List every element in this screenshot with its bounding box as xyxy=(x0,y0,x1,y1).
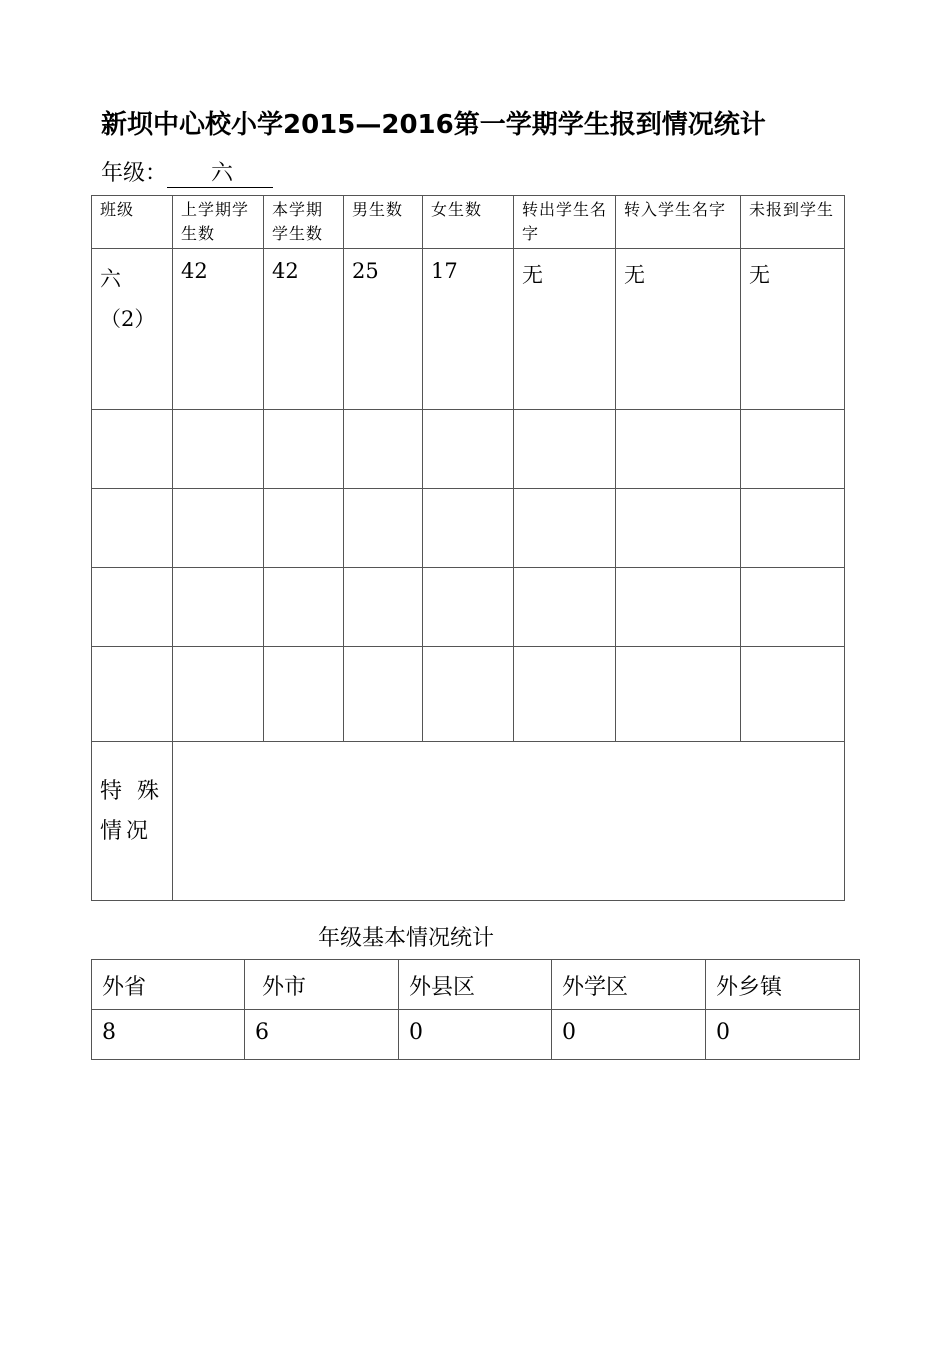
header-last-term: 上学期学生数 xyxy=(173,196,264,249)
header-transferred-out: 转出学生名字 xyxy=(514,196,616,249)
header-boys: 男生数 xyxy=(344,196,423,249)
stats-header-row xyxy=(92,960,860,1010)
stats-header-other-town: 外乡镇 xyxy=(706,960,860,1010)
header-this-term: 本学期学生数 xyxy=(264,196,344,249)
header-transferred-in: 转入学生名字 xyxy=(616,196,741,249)
class-grade: 六 xyxy=(100,267,121,291)
table-row xyxy=(92,647,845,742)
table-header-row xyxy=(92,196,845,249)
header-class: 班级 xyxy=(92,196,173,249)
stats-value-other-district: 0 xyxy=(552,1010,706,1060)
cell-girls: 17 xyxy=(423,249,514,410)
header-girls: 女生数 xyxy=(423,196,514,249)
grade-line xyxy=(101,156,273,188)
stats-header-other-county: 外县区 xyxy=(399,960,552,1010)
special-label: 特 殊 情况 xyxy=(92,742,173,901)
table-row xyxy=(92,410,845,489)
header-not-reported: 未报到学生 xyxy=(741,196,845,249)
cell-boys: 25 xyxy=(344,249,423,410)
cell-transferred-in: 无 xyxy=(616,249,741,410)
stats-value-other-city: 6 xyxy=(245,1010,399,1060)
cell-class xyxy=(92,249,173,410)
stats-value-other-province: 8 xyxy=(92,1010,245,1060)
stats-value-row xyxy=(92,1010,860,1060)
stats-header-other-city: 外市 xyxy=(245,960,399,1010)
stats-header-other-province: 外省 xyxy=(92,960,245,1010)
stats-header-other-district: 外学区 xyxy=(552,960,706,1010)
grade-label: 年级： xyxy=(101,161,168,186)
table-row xyxy=(92,249,845,410)
registration-table xyxy=(91,195,845,901)
cell-last-term: 42 xyxy=(173,249,264,410)
cell-not-reported: 无 xyxy=(741,249,845,410)
stats-value-other-town: 0 xyxy=(706,1010,860,1060)
grade-value: 六 xyxy=(167,161,273,188)
cell-transferred-out: 无 xyxy=(514,249,616,410)
stats-title: 年级基本情况统计 xyxy=(318,926,495,951)
cell-this-term: 42 xyxy=(264,249,344,410)
special-row xyxy=(92,742,845,901)
stats-table xyxy=(91,959,860,1060)
stats-value-other-county: 0 xyxy=(399,1010,552,1060)
class-number: （2） xyxy=(100,307,156,331)
table-row xyxy=(92,568,845,647)
special-content xyxy=(173,742,845,901)
table-row xyxy=(92,489,845,568)
page-title: 新坝中心校小学2015—2016第一学期学生报到情况统计 xyxy=(101,110,766,140)
